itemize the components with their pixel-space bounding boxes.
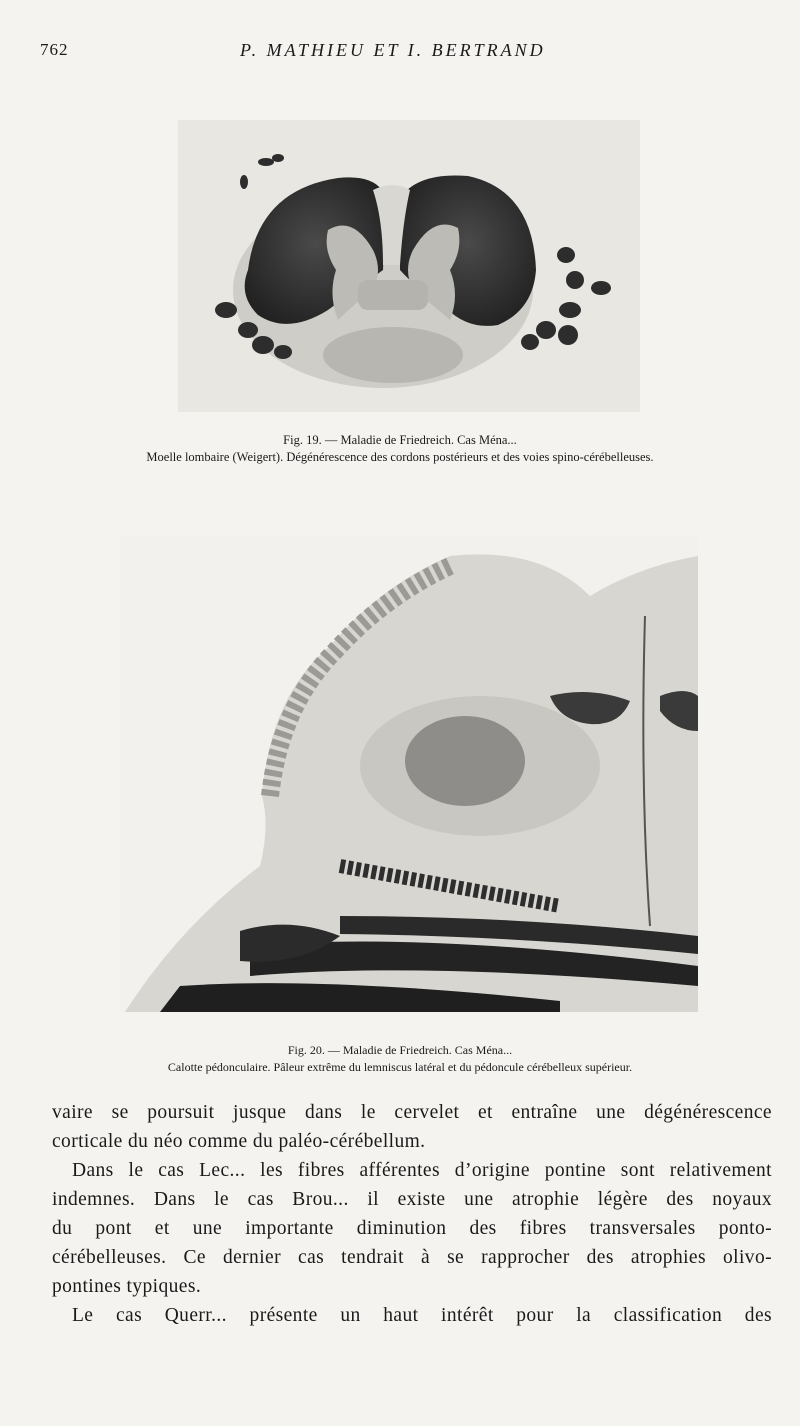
- figure-19-micrograph: [178, 120, 640, 412]
- page-number: 762: [40, 40, 69, 59]
- figure-20-micrograph: [120, 536, 698, 1012]
- figure-19-label: Fig. 19. — Maladie de Friedreich. Cas Ména...: [283, 433, 517, 447]
- figure-19-description: Moelle lombaire (Weigert). Dégénérescence des cordons postérieurs et des voies spino-cérébelleuses.: [146, 450, 654, 464]
- text-line: Le cas Querr... présente un haut intérêt pour la classification des: [72, 1305, 772, 1326]
- body-text: [52, 1098, 772, 1330]
- figure-20-description: Calotte pédonculaire. Pâleur extrême du lemniscus latéral et du pédoncule cérébelleux supérieur.: [167, 1060, 633, 1074]
- running-head: P. MATHIEU ET I. BERTRAND: [240, 40, 546, 60]
- text-line: corticale du néo comme du paléo-cérébellum.: [52, 1131, 426, 1152]
- text-line: pontines typiques.: [52, 1276, 202, 1297]
- text-line: du pont et une importante diminution des fibres transversales ponto-: [52, 1218, 772, 1239]
- figure-20-label: Fig. 20. — Maladie de Friedreich. Cas Ména...: [287, 1043, 513, 1057]
- figure-20-caption: [40, 1042, 760, 1076]
- figure-19-caption: [40, 432, 760, 466]
- running-header: [0, 40, 800, 66]
- text-line: vaire se poursuit jusque dans le cervelet et entraîne une dégénérescence: [52, 1102, 772, 1123]
- text-line: indemnes. Dans le cas Brou... il existe une atrophie légère des noyaux: [52, 1189, 772, 1210]
- text-line: cérébelleuses. Ce dernier cas tendrait à se rapprocher des atrophies olivo-: [52, 1247, 772, 1268]
- text-line: Dans le cas Lec... les fibres afférentes d’origine pontine sont relativement: [72, 1160, 772, 1181]
